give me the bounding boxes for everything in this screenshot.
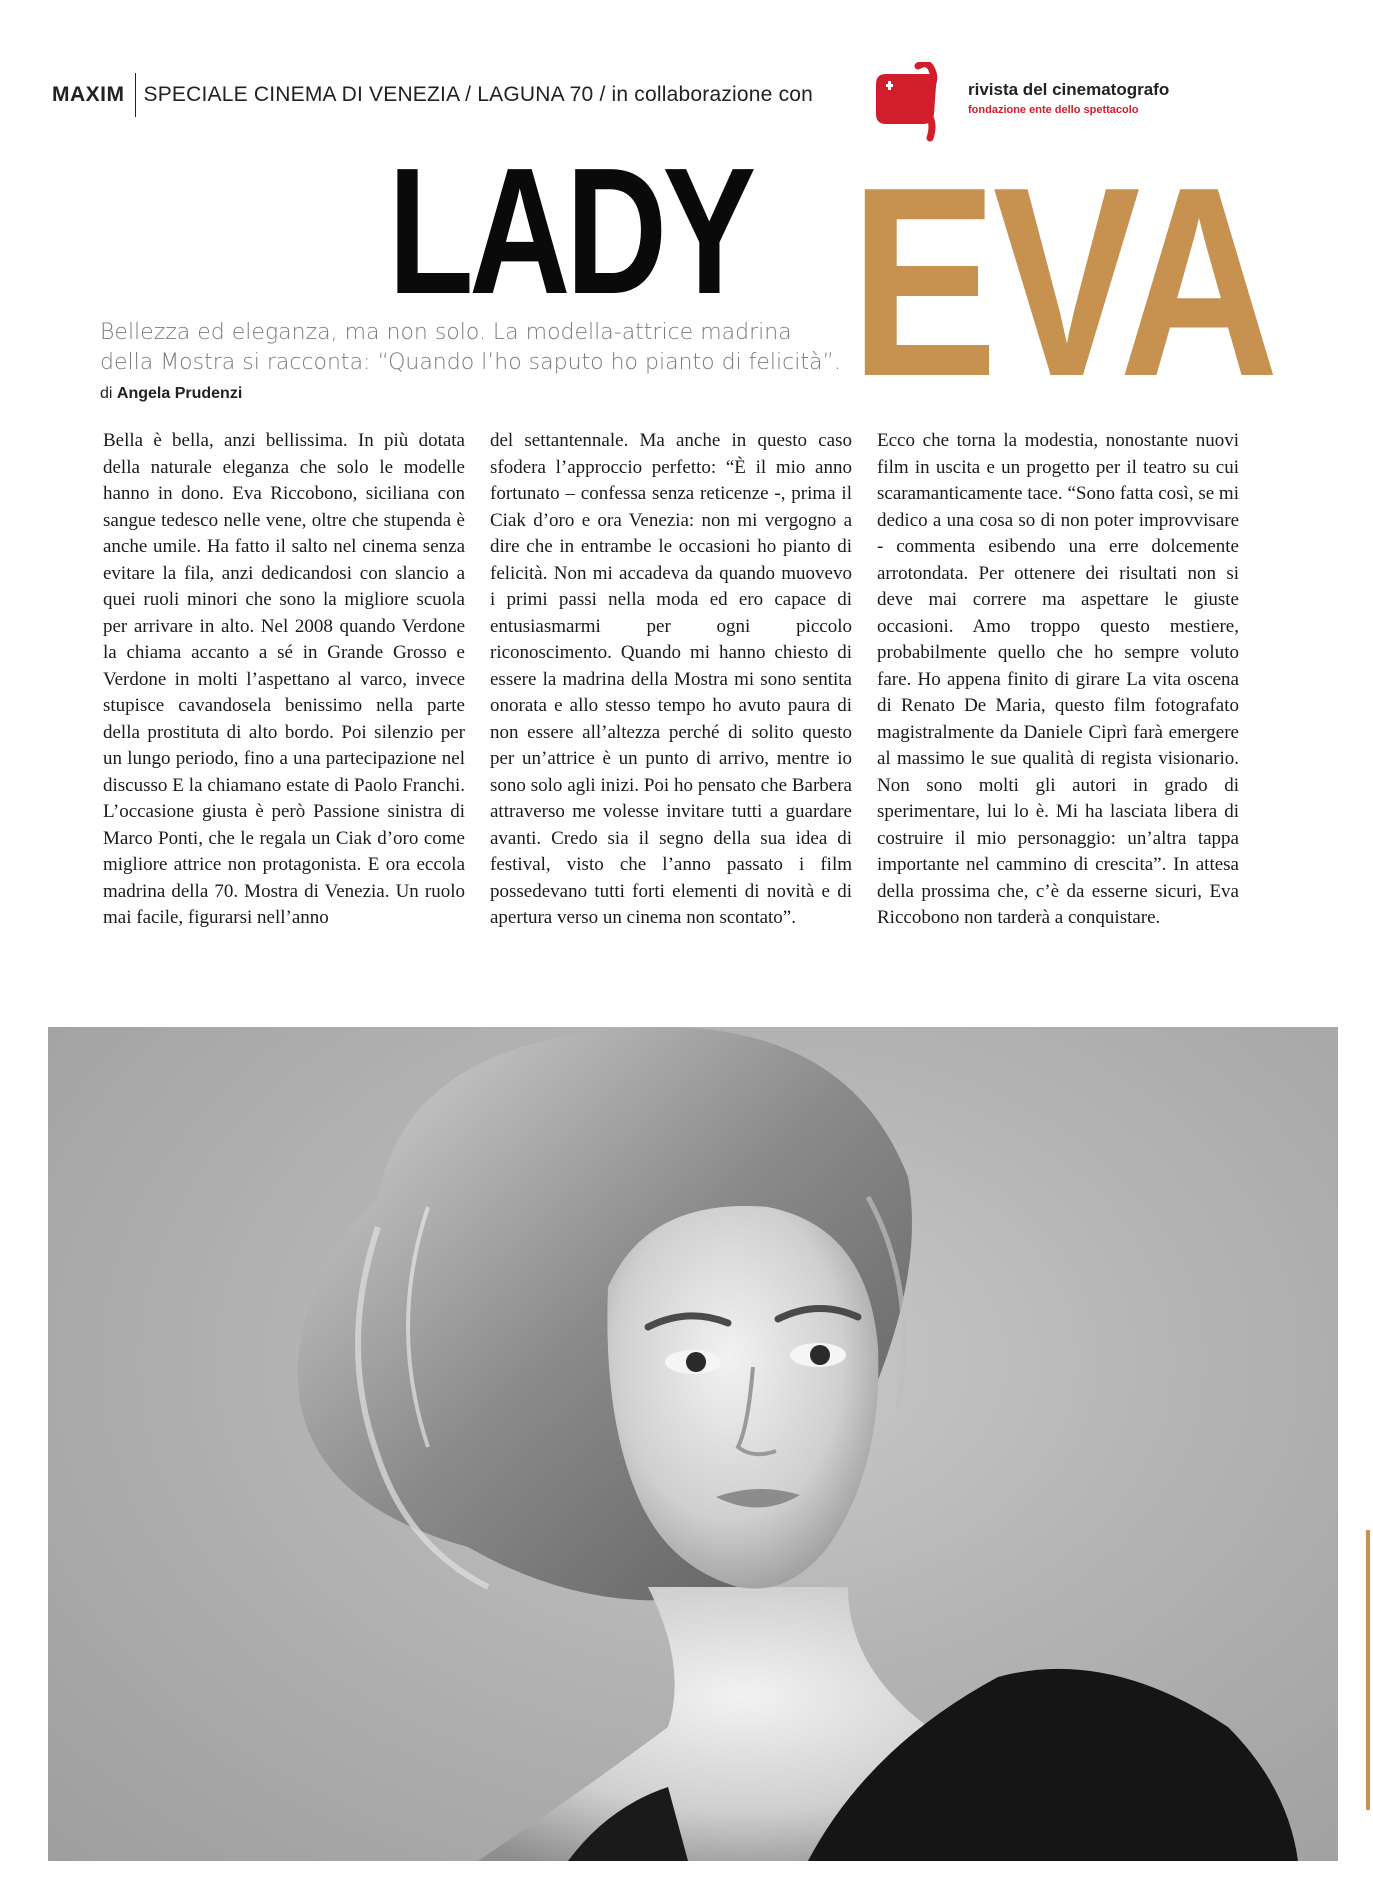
standfirst-line-1: Bellezza ed eleganza, ma non solo. La modella-attrice madrina — [100, 320, 792, 345]
logo-title: rivista del cinematografo — [968, 80, 1170, 99]
cinematografo-logo-icon — [868, 62, 968, 142]
byline-prefix: di — [100, 385, 113, 402]
partner-logo — [868, 62, 1170, 142]
standfirst-line-2: della Mostra si racconta: “Quando l’ho saputo ho pianto di felicità”. — [100, 350, 841, 375]
headline-lady: LADY — [388, 131, 752, 332]
section-label: SPECIALE CINEMA DI VENEZIA / LAGUNA 70 / in collaborazione con — [143, 83, 814, 106]
magazine-brand: MAXIM — [52, 83, 125, 106]
running-header — [52, 78, 813, 112]
author-name: Angela Prudenzi — [116, 385, 243, 402]
article-column-2 — [490, 428, 852, 932]
column-3-text: Ecco che torna la modestia, nonostante nuovi film in uscita e un progetto per il teatro su cui scaramanticamente tace. “Sono fatta così, se mi dedico a una cosa so di non poter improvvisare - commenta esibendo una erre dolcemente arrotondata. Per ottenere dei risultati non si deve mai correre ma aspettare le giuste occasioni. Amo troppo questo mestiere, probabilmente quello che ho sempre voluto fare. Ho appena finito di girare La vita oscena di Renato De Maria, questo film fotografato magistralmente da Daniele Ciprì farà emergere al massimo le sue qualità di regista visionario. Non sono molti gli autori in grado di sperimentare, lui lo è. Mi ha lasciata libera di costruire il mio personaggio: un’altra tappa importante nel cammino di crescita”. In attesa della prossima che, c’è da esserne sicuri, Eva Riccobono non tarderà a conquistare. — [877, 430, 1239, 928]
article-column-1 — [103, 428, 465, 932]
portrait-photo — [48, 1027, 1338, 1861]
column-2-text: del settantennale. Ma anche in questo caso sfodera l’approccio perfetto: “È il mio anno fortunato – confessa senza reticenze -, prima il Ciak d’oro e ora Venezia: non mi vergogno a dire che in entrambe le occasioni ho pianto di felicità. Non mi accadeva da quando muovevo i primi passi nella moda ed ero capace di entusiasmarmi per ogni piccolo riconoscimento. Quando mi hanno chiesto di essere la madrina della Mostra mi sono sentita onorata e allo stesso tempo ho avuto paura di non essere all’altezza perché di solito questo per un’attrice è un punto di arrivo, mentre io sono solo agli inizi. Poi ho pensato che Barbera attraverso me volesse invitare tutti a guardare avanti. Credo sia il segno della sua idea di festival, visto che l’anno passato i film possedevano tutti forti elementi di novità e di apertura verso un cinema non scontato”. — [490, 430, 852, 928]
byline — [100, 385, 242, 403]
column-1-text: Bella è bella, anzi bellissima. In più dotata della naturale eleganza che solo le modelle hanno in dono. Eva Riccobono, siciliana con sangue tedesco nelle vene, oltre che stupenda è anche umile. Ha fatto il salto nel cinema senza evitare la fila, anzi dedicandosi con slancio a quei ruoli minori che sono la migliore scuola per arrivare in alto. Nel 2008 quando Verdone la chiama accanto a sé in Grande Grosso e Verdone in molti l’aspettano al varco, invece stupisce cavandosela benissimo nella parte della prostituta di alto bordo. Poi silenzio per un lungo periodo, fino a una partecipazione nel discusso E la chiamano estate di Paolo Franchi. L’occasione giusta è però Passione sinistra di Marco Ponti, che le regala un Ciak d’oro come migliore attrice non protagonista. E ora eccola madrina della 70. Mostra di Venezia. Un ruolo mai facile, figurarsi nell’anno — [103, 430, 465, 928]
article-standfirst — [100, 318, 860, 378]
article-column-3 — [877, 428, 1239, 932]
logo-subtitle: fondazione ente dello spettacolo — [968, 104, 1139, 116]
header-divider — [135, 73, 136, 117]
headline-eva: EVA — [850, 132, 1275, 433]
page-edge-accent — [1366, 1530, 1370, 1810]
portrait-illustration — [48, 1027, 1338, 1861]
